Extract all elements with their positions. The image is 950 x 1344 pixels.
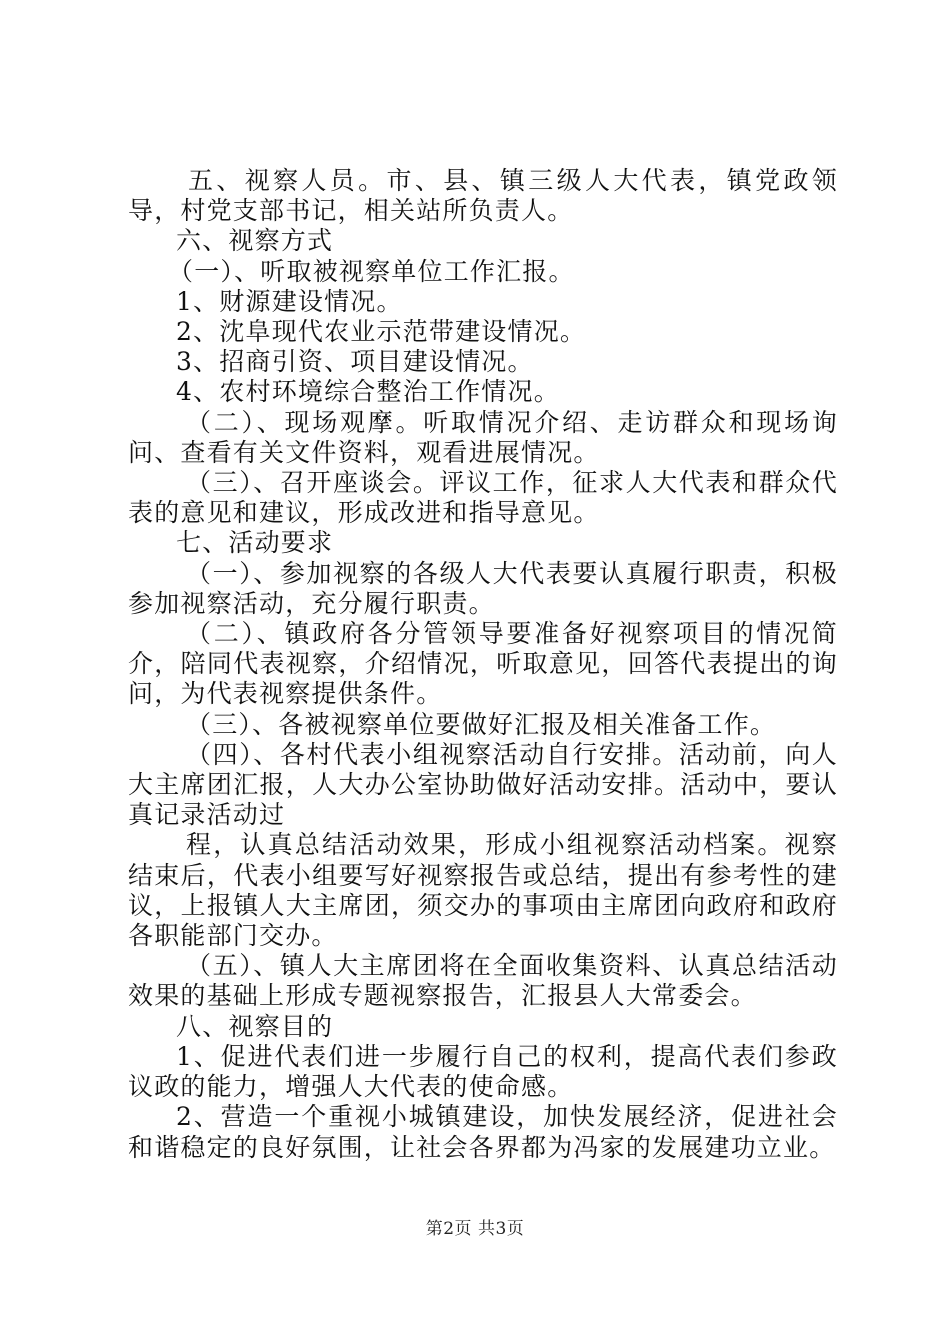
list-item-8-2: 2、营造一个重视小城镇建设，加快发展经济，促进社会和谐稳定的良好氛围，让社会各界都为冯家的发展建功立业。 xyxy=(128,1102,838,1162)
subheading-6-1: （一）、听取被视察单位工作汇报。 xyxy=(168,256,575,286)
list-item-6-1-4: 4、农村环境综合整治工作情况。 xyxy=(176,377,560,407)
paragraph-6-2: （二）、现场观摩。听取情况介绍、走访群众和现场询问、查看有关文件资料，观看进展情况。 xyxy=(128,407,838,467)
heading-section-7: 七、活动要求 xyxy=(176,528,334,558)
paragraph-7-4: （四）、各村代表小组视察活动自行安排。活动前，向人大主席团汇报，人大办公室协助做好活动安排。活动中，要认真记录活动过 xyxy=(128,739,838,830)
paragraph-7-2: （二）、镇政府各分管领导要准备好视察项目的情况简介，陪同代表视察，介绍情况，听取意见，回答代表提出的询问，为代表视察提供条件。 xyxy=(128,619,838,709)
paragraph-7-5: （五）、镇人大主席团将在全面收集资料、认真总结活动效果的基础上形成专题视察报告，汇报县人大常委会。 xyxy=(128,951,838,1011)
list-item-6-1-2: 2、沈阜现代农业示范带建设情况。 xyxy=(176,317,587,347)
paragraph-7-1: （一）、参加视察的各级人大代表要认真履行职责，积极参加视察活动，充分履行职责。 xyxy=(128,558,838,618)
list-item-6-1-3: 3、招商引资、项目建设情况。 xyxy=(176,347,534,377)
paragraph-6-3: （三）、召开座谈会。评议工作，征求人大代表和群众代表的意见和建议，形成改进和指导意见。 xyxy=(128,468,838,528)
paragraph-7-4-continued: 程，认真总结活动效果，形成小组视察活动档案。视察结束后，代表小组要写好视察报告或总结，提出有参考性的建议，上报镇人大主席团，须交办的事项由主席团向政府和政府各职能部门交办。 xyxy=(128,830,838,951)
paragraph-section-5: 五、视察人员。市、县、镇三级人大代表，镇党政领导，村党支部书记，相关站所负责人。 xyxy=(128,166,838,226)
list-item-8-1: 1、促进代表们进一步履行自己的权利，提高代表们参政议政的能力，增强人大代表的使命感。 xyxy=(128,1041,838,1102)
heading-section-8: 八、视察目的 xyxy=(176,1011,334,1041)
paragraph-7-3: （三）、各被视察单位要做好汇报及相关准备工作。 xyxy=(186,709,777,739)
page-number-footer: 第2页 共3页 xyxy=(425,1219,525,1239)
list-item-6-1-1: 1、财源建设情况。 xyxy=(176,286,403,316)
heading-section-6: 六、视察方式 xyxy=(176,226,334,256)
document-body xyxy=(128,166,838,1163)
